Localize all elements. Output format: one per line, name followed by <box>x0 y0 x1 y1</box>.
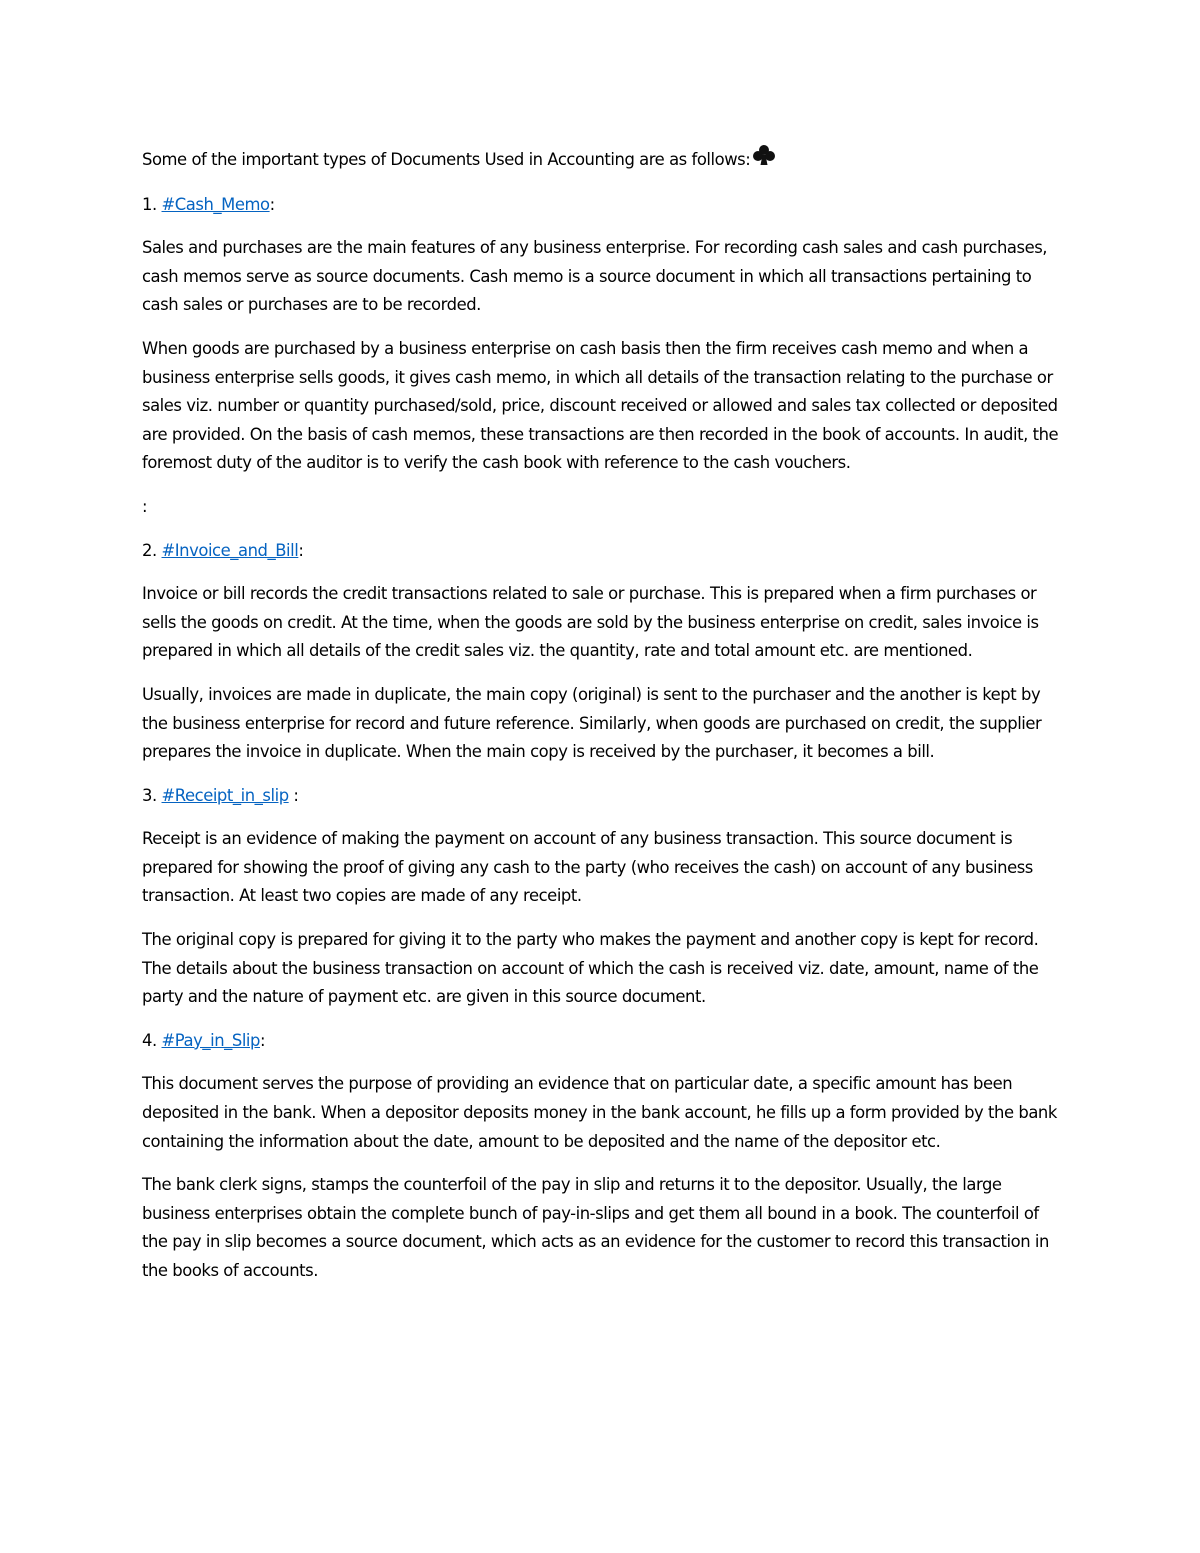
section-heading-receipt-in-slip <box>142 782 1067 811</box>
paragraph: This document serves the purpose of providing an evidence that on particular date, a specific amount has been deposited in the bank. When a depositor deposits money in the bank account, he fills up a form provided by the bank containing the information about the date, amount to be deposited and the name of the depositor etc. <box>142 1074 1057 1151</box>
hashtag-link-invoice-and-bill[interactable]: #Invoice_and_Bill <box>161 540 299 560</box>
section-number: 1. <box>142 194 157 214</box>
paragraph: When goods are purchased by a business enterprise on cash basis then the firm receives cash memo and when a business enterprise sells goods, it gives cash memo, in which all details of the transaction relating to the purchase or sales viz. number or quantity purchased/sold, price, discount received or allowed and sales tax collected or deposited are provided. On the basis of cash memos, these transactions are then recorded in the book of accounts. In audit, the foremost duty of the auditor is to verify the cash book with reference to the cash vouchers. <box>142 338 1059 473</box>
section-number: 3. <box>142 785 157 805</box>
club-suit-icon <box>751 144 777 176</box>
paragraph: The bank clerk signs, stamps the counterfoil of the pay in slip and returns it to the depositor. Usually, the large business enterprises obtain the complete bunch of pay-in-slips and get them all bound in a book. The counterfoil of the pay in slip becomes a source document, which acts as an evidence for the customer to record this transaction in the books of accounts. <box>142 1175 1049 1280</box>
separator-text: : <box>142 496 148 516</box>
paragraph: Invoice or bill records the credit transactions related to sale or purchase. This is prepared when a firm purchases or sells the goods on credit. At the time, when the goods are sold by the business enterprise on credit, sales invoice is prepared in which all details of the credit sales viz. the quantity, rate and total amount etc. are mentioned. <box>142 584 1039 661</box>
section-heading-invoice-and-bill <box>142 537 1067 566</box>
hashtag-link-pay-in-slip[interactable]: #Pay_in_Slip <box>161 1030 260 1050</box>
document-body <box>142 144 1067 1301</box>
paragraph: Sales and purchases are the main features of any business enterprise. For recording cash sales and cash purchases, cash memos serve as source documents. Cash memo is a source document in which all transactions pertaining to cash sales or purchases are to be recorded. <box>142 238 1048 315</box>
paragraph: Receipt is an evidence of making the payment on account of any business transaction. This source document is prepared for showing the proof of giving any cash to the party (who receives the cash) on account of any business transaction. At least two copies are made of any receipt. <box>142 829 1033 906</box>
section-suffix: : <box>298 540 304 560</box>
section-suffix: : <box>260 1030 266 1050</box>
section-number: 4. <box>142 1030 157 1050</box>
section-suffix: : <box>288 785 299 805</box>
section-heading-cash-memo <box>142 191 1067 220</box>
section-suffix: : <box>269 194 275 214</box>
paragraph: Usually, invoices are made in duplicate, the main copy (original) is sent to the purchaser and the another is kept by the business enterprise for record and future reference. Similarly, when goods are purchased on credit, the supplier prepares the invoice in duplicate. When the main copy is received by the purchaser, it becomes a bill. <box>142 684 1042 762</box>
paragraph: The original copy is prepared for giving it to the party who makes the payment and another copy is kept for record. The details about the business transaction on account of which the cash is received viz. date, amount, name of the party and the nature of payment etc. are given in this source document. <box>142 930 1039 1007</box>
intro-text: Some of the important types of Documents Used in Accounting are as follows: <box>142 150 751 169</box>
section-heading-pay-in-slip <box>142 1027 1067 1056</box>
section-number: 2. <box>142 540 157 560</box>
intro-paragraph <box>142 144 1067 176</box>
hashtag-link-receipt-in-slip[interactable]: #Receipt_in_slip <box>161 785 289 805</box>
hashtag-link-cash-memo[interactable]: #Cash_Memo <box>161 194 270 214</box>
